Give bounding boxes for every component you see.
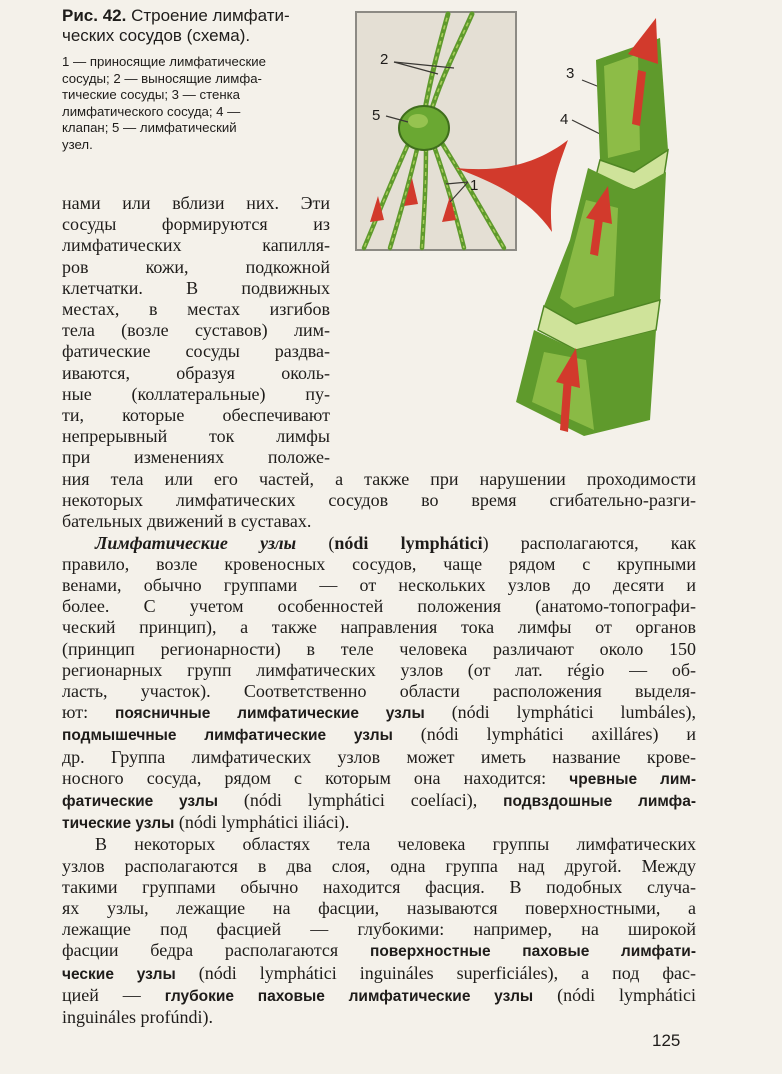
column-line: фатические сосуды раздва- [62, 341, 330, 362]
text: (nódi lympháticі iliáci). [174, 812, 350, 833]
column-line: иваются, образуя околь- [62, 362, 330, 383]
text: ческий принцип), а также направления тока лимфы от органов [62, 617, 696, 638]
text: ют: [62, 702, 116, 723]
term-deep-inguinal: глубокие паховые лимфатические узлы [164, 987, 534, 1005]
text: (nódi lympháticі inguináles superficiáles), а под фас- [175, 962, 696, 983]
text-line [62, 834, 696, 855]
text: лежащие под фасцией — глубокими: например, на широкой [62, 919, 696, 940]
legend-line: тические сосуды; 3 — стенка [62, 87, 241, 103]
text-line [62, 702, 696, 724]
text: ласть, участок). Соответственно области расположения выделя- [62, 681, 696, 702]
term-celiac: чревные лим- [569, 770, 696, 788]
text: некоторых лимфатических сосудов во время сгибательно-разги- [62, 490, 696, 511]
legend-line: 1 — приносящие лимфатические [62, 54, 266, 69]
legend-line: сосуды; 2 — выносящие лимфа- [62, 70, 262, 86]
text-line [62, 660, 696, 681]
text: inguináles profúndi). [62, 1007, 213, 1028]
column-line: клетчатки. В подвижных [62, 277, 330, 298]
text: В некоторых областях тела человека группы лимфатических [95, 834, 696, 855]
text-line [62, 533, 696, 554]
text-line [62, 985, 696, 1007]
column-line: нами или вблизи них. Эти [62, 193, 330, 213]
figure-title-text-2: ческих сосудов (схема). [62, 26, 251, 45]
column-line: местах, в местах изгибов [62, 299, 330, 320]
text-line [62, 768, 696, 790]
text: венами, обычно группами — от нескольких узлов до десяти и [62, 575, 696, 596]
term-lumbar: поясничные лимфатические узлы [115, 705, 425, 723]
text: такими группами обычно находится фасция. В подобных случа- [62, 876, 696, 897]
term-iliac: подвздошные лимфа- [503, 793, 696, 811]
lymph-node-icon [399, 106, 449, 150]
main-text [62, 469, 696, 1028]
text: (nódi lympháticі coelíaci), [217, 790, 504, 811]
label-2: 2 [380, 51, 389, 68]
illustration-svg [338, 0, 670, 440]
text-line [62, 596, 696, 617]
figure-legend [62, 54, 334, 154]
legend-line: клапан; 5 — лимфатический [62, 120, 237, 136]
label-3: 3 [566, 65, 575, 82]
column-line: непрерывный ток лимфы [62, 426, 330, 447]
term-axillary: подмышечные лимфатические узлы [62, 727, 393, 745]
text: (nódi lympháticі lumbáles), [424, 702, 696, 723]
text: ях узлы, лежащие на фасции, называются поверхностными, а [62, 898, 696, 919]
text-line [62, 1007, 696, 1028]
column-line: ти, которые обеспечивают [62, 405, 330, 426]
text-line [62, 511, 696, 532]
figure-title [62, 6, 334, 46]
legend-line: лимфатического сосуда; 4 — [62, 103, 241, 119]
label-1: 1 [470, 177, 479, 194]
text: узлов располагаются в два слоя, одна группа над другой. Между [62, 855, 696, 876]
term-iliac-cont: тические узлы [62, 815, 175, 833]
text: цией — [62, 984, 165, 1005]
text: правило, возле кровеносных сосудов, чаще рядом с крупными [62, 553, 696, 574]
text: ) располагаются, как [482, 532, 697, 553]
text: регионарных групп лимфатических узлов (от лат. régio — об- [62, 659, 696, 680]
text-line [62, 812, 696, 834]
term-superficial-inguinal-cont: ческие узлы [62, 965, 176, 983]
text-line [62, 747, 696, 768]
latin-term: nódi lympháticі [334, 532, 483, 553]
text: носного сосуда, рядом с которым она находится: [62, 767, 570, 788]
column-line: ров кожи, подкожной [62, 256, 330, 277]
term-superficial-inguinal: поверхностные паховые лимфати- [369, 943, 696, 961]
page-number: 125 [652, 1031, 681, 1050]
lymph-node-highlight [408, 114, 428, 128]
text: (nódi lympháticі axilláres) и [392, 724, 696, 745]
label-5: 5 [372, 107, 381, 124]
text-line [62, 554, 696, 575]
text-line [62, 617, 696, 638]
term-lymph-nodes: Лимфатические узлы [95, 532, 297, 553]
column-line: лимфатических капилля- [62, 235, 330, 256]
text: фасции бедра располагаются [62, 940, 370, 961]
text-line [62, 724, 696, 746]
text-line [62, 963, 696, 985]
text: (nódi lympháticі [533, 984, 697, 1005]
text: более. С учетом особенностей положения (анатомо-топографи- [62, 596, 696, 617]
text: ( [296, 532, 335, 553]
text-line [62, 877, 696, 898]
figure-title-text-1: Строение лимфати- [131, 6, 290, 25]
text-line [62, 856, 696, 877]
text-line [62, 919, 696, 940]
text: бательных движений в суставах. [62, 511, 312, 532]
text-line [62, 639, 696, 660]
text-line [62, 681, 696, 702]
column-line: при изменениях положе- [62, 447, 330, 468]
legend-line: узел. [62, 136, 93, 152]
lymph-vessel-illustration [338, 0, 670, 440]
column-line: ные (коллатеральные) пу- [62, 383, 330, 404]
text-line [62, 575, 696, 596]
text-line [62, 469, 696, 490]
figure-caption [62, 6, 334, 154]
text-line [62, 790, 696, 812]
text-line [62, 490, 696, 511]
text: ния тела или его частей, а также при нарушении проходимости [62, 469, 696, 489]
column-line: тела (возле суставов) лим- [62, 320, 330, 341]
text-line [62, 940, 696, 962]
term-celiac-cont: фатические узлы [62, 793, 218, 811]
text: др. Группа лимфатических узлов может иметь название крове- [62, 746, 696, 767]
text-line [62, 898, 696, 919]
column-line: сосуды формируются из [62, 214, 330, 235]
text: (принцип регионарности) в теле человека различают около 150 [62, 638, 696, 659]
label-4: 4 [560, 111, 569, 128]
side-column-text [62, 193, 330, 469]
figure-number: Рис. 42. [62, 6, 127, 25]
